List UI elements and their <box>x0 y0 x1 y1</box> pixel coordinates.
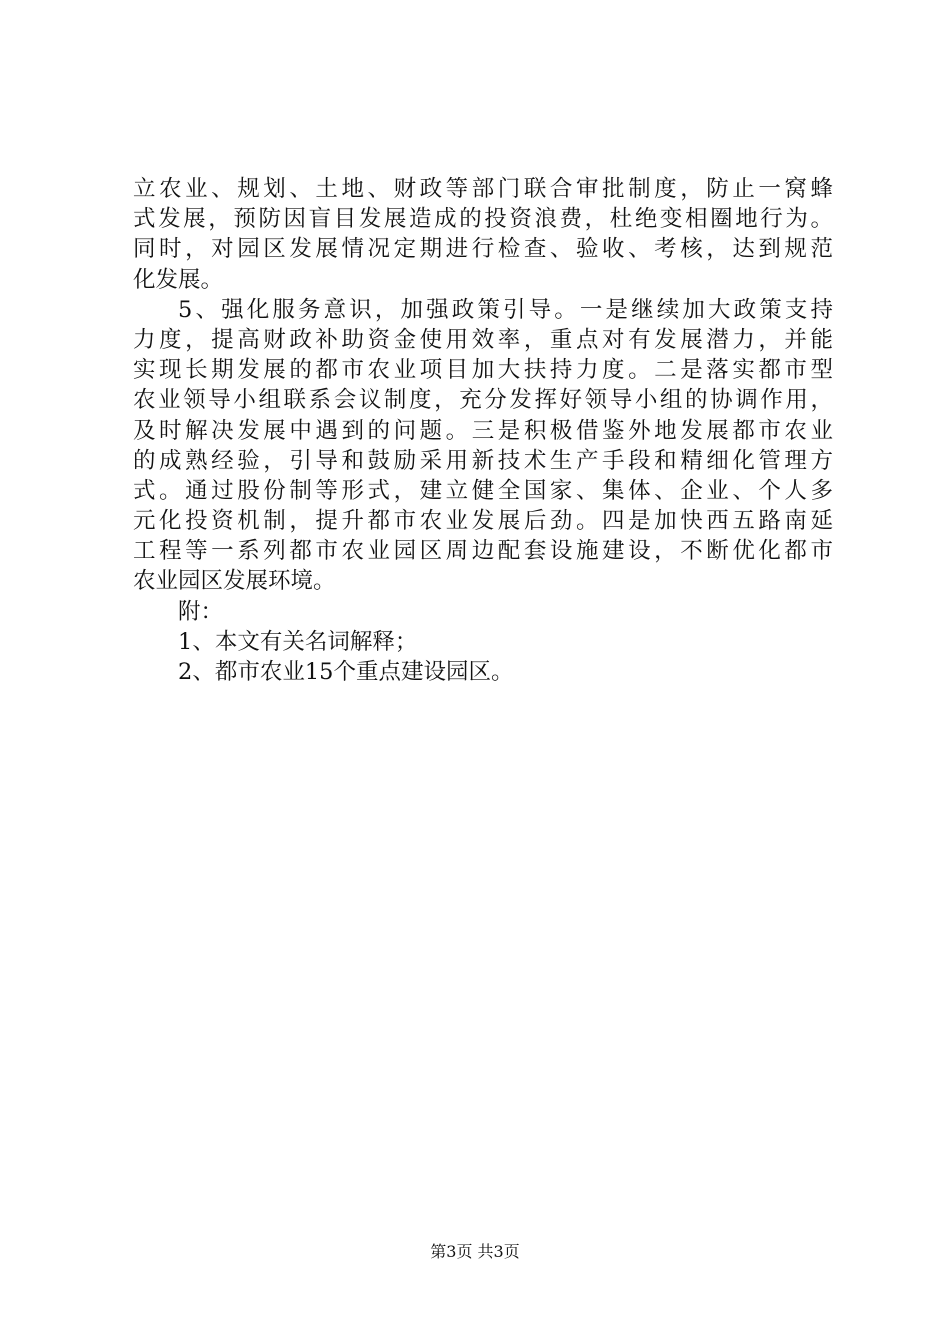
text-line: 5、强化服务意识，加强政策引导。一是继续加大政策支持 <box>178 296 833 323</box>
text-line: 及时解决发展中遇到的问题。三是积极借鉴外地发展都市农业 <box>133 417 833 444</box>
text-line: 力度，提高财政补助资金使用效率，重点对有发展潜力，并能 <box>133 326 833 353</box>
appendix-item: 2、都市农业15个重点建设园区。 <box>178 659 514 685</box>
page-number-footer: 第3页 共3页 <box>430 1242 520 1261</box>
text-line: 元化投资机制，提升都市农业发展后劲。四是加快西五路南延 <box>133 508 833 535</box>
text-line: 式。通过股份制等形式，建立健全国家、集体、企业、个人多 <box>133 477 833 504</box>
document-body <box>133 174 833 687</box>
text-line: 式发展，预防因盲目发展造成的投资浪费，杜绝变相圈地行为。 <box>133 206 833 233</box>
text-line: 农业园区发展环境。 <box>133 568 336 595</box>
appendix-item: 1、本文有关名词解释； <box>178 628 418 655</box>
text-line: 实现长期发展的都市农业项目加大扶持力度。二是落实都市型 <box>133 357 833 384</box>
text-line: 的成熟经验，引导和鼓励采用新技术生产手段和精细化管理方 <box>133 447 833 474</box>
text-line: 同时，对园区发展情况定期进行检查、验收、考核，达到规范 <box>133 236 833 263</box>
text-line: 农业领导小组联系会议制度，充分发挥好领导小组的协调作用， <box>133 387 833 414</box>
appendix-heading: 附： <box>178 598 224 625</box>
text-line: 化发展。 <box>133 266 224 293</box>
text-line: 工程等一系列都市农业园区周边配套设施建设，不断优化都市 <box>133 538 833 565</box>
text-line: 立农业、规划、土地、财政等部门联合审批制度，防止一窝蜂 <box>133 176 833 202</box>
